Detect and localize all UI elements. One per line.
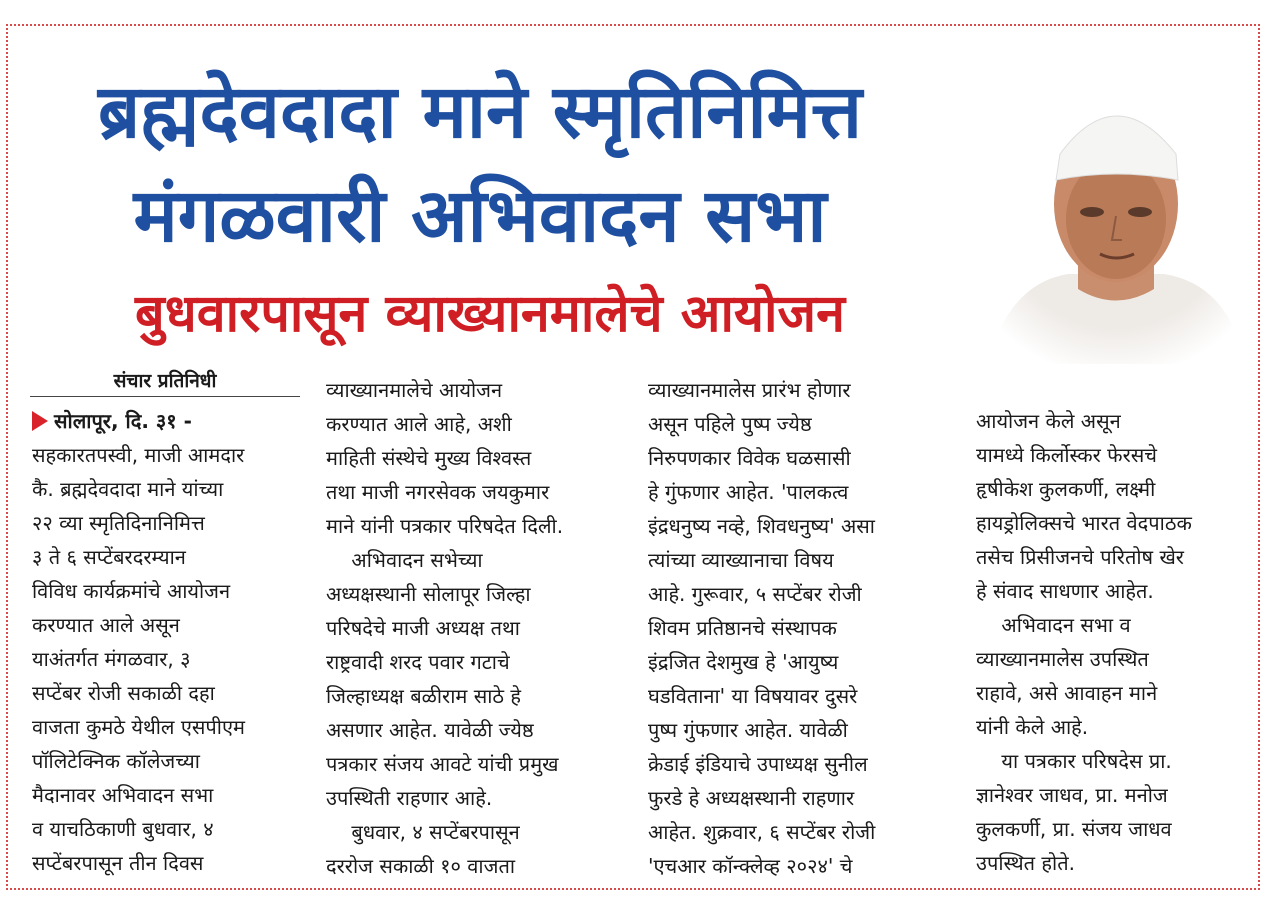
text-line: करण्यात आले असून xyxy=(32,613,180,637)
text-line: फुरडे हे अध्यक्षस्थानी राहणार xyxy=(648,786,855,810)
text-line: अभिवादन सभा व xyxy=(976,613,1131,637)
text-line: यामध्ये किर्लोस्कर फेरसचे xyxy=(976,443,1157,467)
triangle-bullet-icon xyxy=(32,411,48,431)
text-line: या पत्रकार परिषदेस प्रा. xyxy=(976,749,1172,773)
text-line: उपस्थित होते. xyxy=(976,851,1075,875)
text-line: विविध कार्यक्रमांचे आयोजन xyxy=(32,579,231,603)
text-line: निरुपणकार विवेक घळसासी xyxy=(648,446,851,470)
text-line: 'एचआर कॉन्क्लेव्ह २०२४' चे xyxy=(648,854,853,878)
text-line: पत्रकार संजय आवटे यांची प्रमुख xyxy=(326,752,559,776)
text-line: तथा माजी नगरसेवक जयकुमार xyxy=(326,480,550,504)
text-line: सप्टेंबरपासून तीन दिवस xyxy=(32,851,204,875)
text-line: मैदानावर अभिवादन सभा xyxy=(32,783,214,807)
headline-line-1: ब्रह्मदेवदादा माने स्मृतिनिमित्त xyxy=(97,69,863,155)
text-line: शिवम प्रतिष्ठानचे संस्थापक xyxy=(648,616,837,640)
text-line: २२ व्या स्मृतिदिनानिमित्त xyxy=(32,511,205,535)
text-line: तसेच प्रिसीजनचे परितोष खेर xyxy=(976,545,1184,569)
text-line: कुलकर्णी, प्रा. संजय जाधव xyxy=(976,817,1172,841)
subheadline: बुधवारपासून व्याख्यानमालेचे आयोजन xyxy=(135,284,845,344)
text-line: क्रेडाई इंडियाचे उपाध्यक्ष सुनील xyxy=(648,752,868,776)
headline-line-2: मंगळवारी अभिवादन सभा xyxy=(133,173,827,259)
text-line: परिषदेचे माजी अध्यक्ष तथा xyxy=(326,616,520,640)
portrait-photo xyxy=(978,84,1254,364)
text-line: बुधवार, ४ सप्टेंबरपासून xyxy=(326,820,520,844)
text-line: पॉलिटेक्निक कॉलेजच्या xyxy=(32,749,200,773)
dateline: सोलापूर, दि. ३१ - xyxy=(32,404,324,438)
text-line: वाजता कुमठे येथील एसपीएम xyxy=(32,715,245,739)
text-line: व्याख्यानमालेस प्रारंभ होणार xyxy=(648,378,851,402)
article-column-4 xyxy=(976,404,1268,880)
text-line: करण्यात आले आहे, अशी xyxy=(326,412,512,436)
text-line: अध्यक्षस्थानी सोलापूर जिल्हा xyxy=(326,582,531,606)
text-line: सहकारतपस्वी, माजी आमदार xyxy=(32,443,245,467)
text-line: सप्टेंबर रोजी सकाळी दहा xyxy=(32,681,215,705)
text-line: आहे. गुरूवार, ५ सप्टेंबर रोजी xyxy=(648,582,862,606)
text-line: हृषीकेश कुलकर्णी, लक्ष्मी xyxy=(976,477,1156,501)
text-line: व याचठिकाणी बुधवार, ४ xyxy=(32,817,214,841)
text-line: हायड्रोलिक्सचे भारत वेदपाठक xyxy=(976,511,1192,535)
text-line: व्याख्यानमालेस उपस्थित xyxy=(976,647,1149,671)
text-line: आहेत. शुक्रवार, ६ सप्टेंबर रोजी xyxy=(648,820,876,844)
text-line: हे गुंफणार आहेत. 'पालकत्व xyxy=(648,480,849,504)
text-line: त्यांच्या व्याख्यानाचा विषय xyxy=(648,548,834,572)
article-column-2 xyxy=(326,373,618,883)
text-line: आयोजन केले असून xyxy=(976,409,1121,433)
text-line: कै. ब्रह्मदेवदादा माने यांच्या xyxy=(32,477,224,501)
text-line: माहिती संस्थेचे मुख्य विश्वस्त xyxy=(326,446,532,470)
text-line: असणार आहेत. यावेळी ज्येष्ठ xyxy=(326,718,534,742)
byline: संचार प्रतिनिधी xyxy=(30,368,300,397)
text-line: ज्ञानेश्वर जाधव, प्रा. मनोज xyxy=(976,783,1168,807)
text-line: याअंतर्गत मंगळवार, ३ xyxy=(32,647,191,671)
text-line: ३ ते ६ सप्टेंबरदरम्यान xyxy=(32,545,186,569)
article-column-1 xyxy=(32,404,324,880)
text-line: उपस्थिती राहणार आहे. xyxy=(326,786,493,810)
text-line: दररोज सकाळी १० वाजता xyxy=(326,854,516,878)
text-line: असून पहिले पुष्प ज्येष्ठ xyxy=(648,412,812,436)
text-line: इंद्रधनुष्य नव्हे, शिवधनुष्य' असा xyxy=(648,514,875,538)
text-line: यांनी केले आहे. xyxy=(976,715,1089,739)
text-line: जिल्हाध्यक्ष बळीराम साठे हे xyxy=(326,684,522,708)
text-line: पुष्प गुंफणार आहेत. यावेळी xyxy=(648,718,848,742)
text-line: माने यांनी पत्रकार परिषदेत दिली. xyxy=(326,514,564,538)
text-line: हे संवाद साधणार आहेत. xyxy=(976,579,1154,603)
text-line: इंद्रजित देशमुख हे 'आयुष्य xyxy=(648,650,839,674)
text-line: राहावे, असे आवाहन माने xyxy=(976,681,1158,705)
text-line: राष्ट्रवादी शरद पवार गटाचे xyxy=(326,650,510,674)
text-line: व्याख्यानमालेचे आयोजन xyxy=(326,378,503,402)
text-line: अभिवादन सभेच्या xyxy=(326,548,483,572)
article-column-3 xyxy=(648,373,940,883)
text-line: घडविताना' या विषयावर दुसरे xyxy=(648,684,858,708)
